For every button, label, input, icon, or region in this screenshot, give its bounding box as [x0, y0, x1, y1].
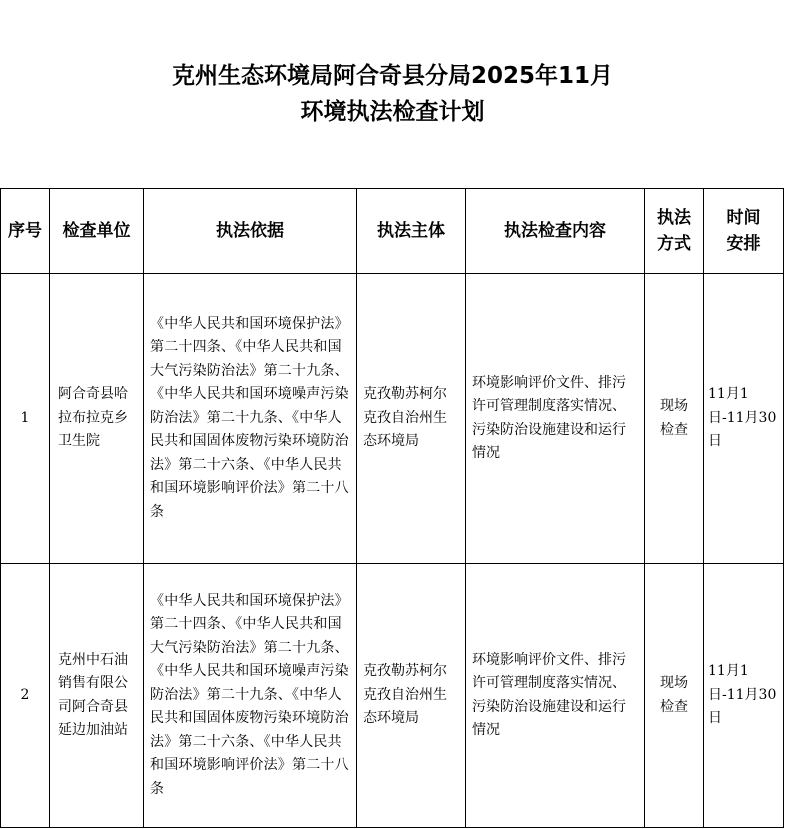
- row-schedule-text: 11月1日-11月30日: [708, 663, 777, 727]
- row-content: [466, 274, 645, 564]
- row-schedule: [704, 564, 784, 828]
- header-unit: 检查单位: [50, 189, 144, 274]
- row-unit-text: 阿合奇县哈拉布拉克乡卫生院: [58, 386, 128, 450]
- inspection-plan-table: [0, 188, 784, 828]
- row-unit-text: 克州中石油销售有限公司阿合奇县延边加油站: [58, 651, 128, 738]
- row-basis: [144, 564, 357, 828]
- table-header-row: [1, 189, 784, 274]
- row-content-text: 环境影响评价文件、排污许可管理制度落实情况、污染防治设施建设和运行情况: [472, 651, 626, 738]
- row-basis-text: 《中华人民共和国环境保护法》第二十四条、《中华人民共和国大气污染防治法》第二十九条、《中华人民共和国环境噪声污染防治法》第二十九条、《中华人民共和国固体废物污染环境防治法》第二十六条、《中华人民共和国环境影响评价法》第二十八条: [150, 592, 349, 797]
- row-unit: [50, 564, 144, 828]
- title-line-1: 克州生态环境局阿合奇县分局2025年11月: [171, 63, 614, 89]
- row-method-text: 现场检查: [660, 675, 688, 715]
- header-subject: 执法主体: [357, 189, 466, 274]
- title-line-2: 环境执法检查计划: [300, 99, 485, 125]
- document-title: [0, 58, 785, 130]
- row-subject: [357, 564, 466, 828]
- row-content: [466, 564, 645, 828]
- table-row: [1, 564, 784, 828]
- row-index: 1: [1, 274, 50, 564]
- row-schedule: [704, 274, 784, 564]
- row-method: [645, 274, 704, 564]
- header-basis: 执法依据: [144, 189, 357, 274]
- row-basis: [144, 274, 357, 564]
- row-method: [645, 564, 704, 828]
- row-method-text: 现场检查: [660, 398, 688, 438]
- row-index: 2: [1, 564, 50, 828]
- header-schedule-text: 时间安排: [726, 208, 761, 254]
- row-unit: [50, 274, 144, 564]
- row-schedule-text: 11月1日-11月30日: [708, 386, 777, 450]
- header-index: 序号: [1, 189, 50, 274]
- header-content: 执法检查内容: [466, 189, 645, 274]
- header-method-text: 执法方式: [657, 208, 691, 254]
- row-subject-text: 克孜勒苏柯尔克孜自治州生态环境局: [363, 663, 447, 727]
- row-content-text: 环境影响评价文件、排污许可管理制度落实情况、污染防治设施建设和运行情况: [472, 374, 626, 461]
- row-subject: [357, 274, 466, 564]
- row-basis-text: 《中华人民共和国环境保护法》第二十四条、《中华人民共和国大气污染防治法》第二十九条、《中华人民共和国环境噪声污染防治法》第二十九条、《中华人民共和国固体废物污染环境防治法》第二十六条、《中华人民共和国环境影响评价法》第二十八条: [150, 315, 349, 520]
- header-schedule: [704, 189, 784, 274]
- row-subject-text: 克孜勒苏柯尔克孜自治州生态环境局: [363, 386, 447, 450]
- header-method: [645, 189, 704, 274]
- table-row: [1, 274, 784, 564]
